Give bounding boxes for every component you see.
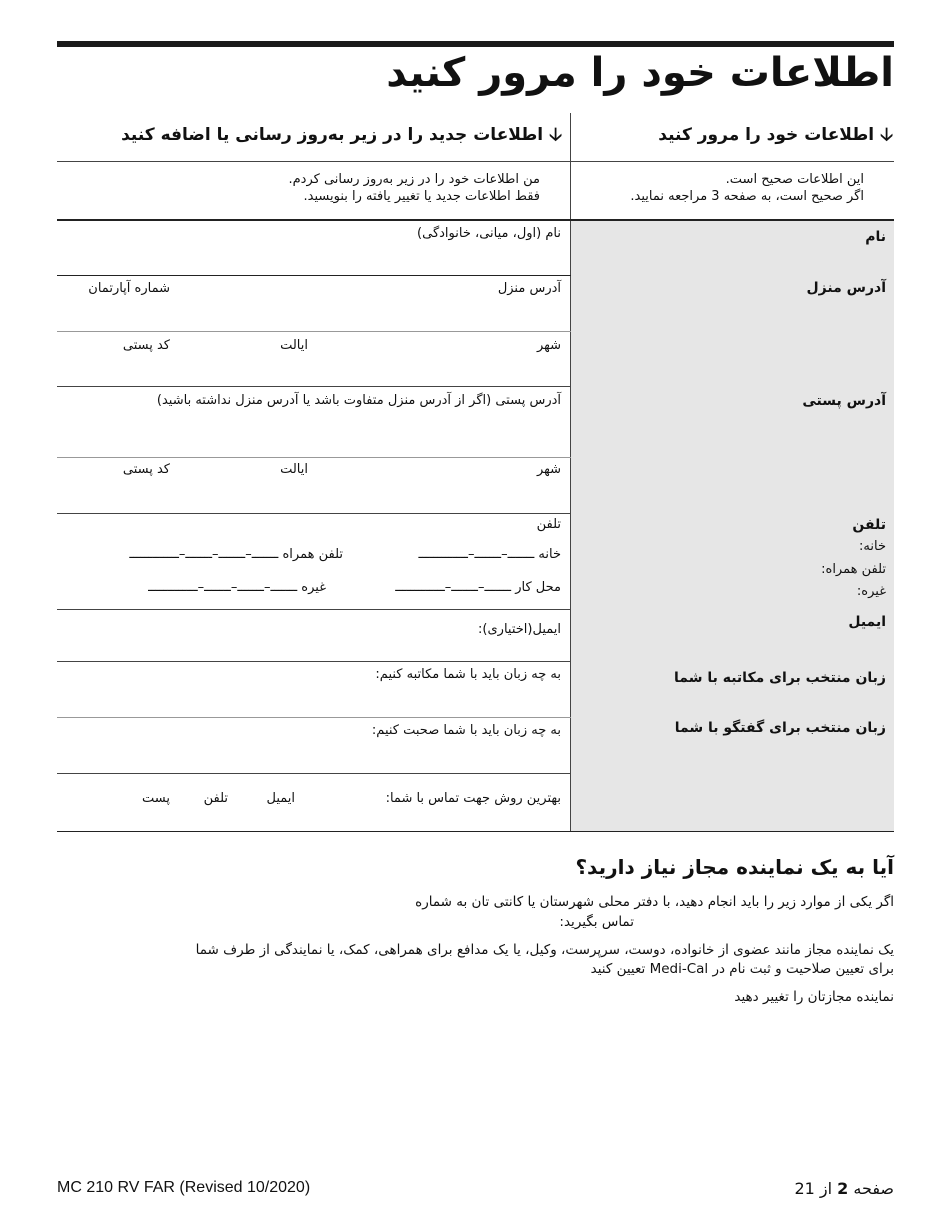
name-field[interactable]: نام (اول، میانی، خانوادگی) bbox=[417, 226, 561, 241]
intro-rule bbox=[57, 219, 894, 221]
right-intro-line2: اگر صحیح است، به صفحه 3 مراجعه نمایید. bbox=[630, 189, 864, 204]
label-spoken-language: زبان منتخب برای گفتگو با شما bbox=[674, 720, 886, 736]
right-column-header: 🡣اطلاعات خود را مرور کنید bbox=[658, 122, 893, 152]
arrow-down-icon: 🡣 bbox=[549, 124, 562, 145]
representative-intro-line2: تماس بگیرید: bbox=[559, 914, 634, 930]
written-language-field[interactable]: به چه زبان باید با شما مکاتبه کنیم: bbox=[375, 667, 561, 682]
phone-field-label: تلفن bbox=[536, 517, 561, 532]
home-address-rule bbox=[57, 331, 571, 332]
label-home-address: آدرس منزل bbox=[806, 280, 886, 296]
spoken-language-field[interactable]: به چه زبان باید با شما صحبت کنیم: bbox=[371, 723, 561, 738]
page-number: صفحه 2 از 21 bbox=[794, 1179, 894, 1198]
label-phone-home: خانه: bbox=[859, 539, 886, 554]
name-rule bbox=[57, 275, 571, 276]
current-page: 2 bbox=[837, 1179, 849, 1198]
apartment-number-field[interactable]: شماره آپارتمان bbox=[88, 281, 170, 296]
mail-city-field[interactable]: شهر bbox=[536, 462, 561, 477]
left-intro-line2: فقط اطلاعات جدید یا تغییر یافته را بنویسید. bbox=[303, 189, 540, 204]
label-written-language: زبان منتخب برای مکاتبه با شما bbox=[674, 670, 886, 686]
label-mailing-address: آدرس پستی bbox=[802, 393, 886, 409]
header-rule bbox=[57, 161, 894, 162]
city-field[interactable]: شهر bbox=[536, 338, 561, 353]
phone-mobile-field[interactable]: تلفن همراه ـــــــ–ـــــــ–ـــــــ–ـــــــــــــ bbox=[129, 547, 343, 562]
state-field[interactable]: ایالت bbox=[280, 338, 308, 353]
right-intro-line1: این اطلاعات صحیح است. bbox=[725, 172, 864, 187]
representative-intro-line1: اگر یکی از موارد زیر را باید انجام دهید، با دفتر محلی شهرستان یا کانتی تان به شماره bbox=[415, 894, 894, 910]
city-rule bbox=[57, 386, 571, 387]
mail-city-rule bbox=[57, 513, 571, 514]
mail-state-field[interactable]: ایالت bbox=[280, 462, 308, 477]
total-pages: 21 bbox=[794, 1179, 815, 1198]
contact-option-phone[interactable]: تلفن bbox=[203, 791, 228, 806]
contact-option-email[interactable]: ایمیل bbox=[266, 791, 295, 806]
label-phone: تلفن bbox=[852, 517, 886, 533]
home-address-field[interactable]: آدرس منزل bbox=[497, 281, 561, 296]
email-rule bbox=[57, 661, 571, 662]
arrow-down-icon: 🡣 bbox=[880, 124, 893, 145]
right-column-shade bbox=[571, 220, 894, 831]
label-name: نام bbox=[865, 229, 886, 245]
column-divider bbox=[570, 113, 571, 831]
spoken-language-rule bbox=[57, 773, 571, 774]
label-phone-mobile: تلفن همراه: bbox=[821, 562, 886, 577]
contact-option-mail[interactable]: پست bbox=[142, 791, 170, 806]
written-language-rule bbox=[57, 717, 571, 718]
zip-field[interactable]: کد پستی bbox=[122, 338, 170, 353]
left-column-header: 🡣اطلاعات جدید را در زیر به‌روز رسانی یا اضافه کنید bbox=[121, 122, 562, 152]
left-intro-line1: من اطلاعات خود را در زیر به‌روز رسانی کردم. bbox=[288, 172, 540, 187]
top-rule bbox=[57, 41, 894, 47]
email-field[interactable]: ایمیل(اختیاری): bbox=[478, 622, 561, 637]
representative-item1-line1: یک نماینده مجاز مانند عضوی از خانواده، دوست، سرپرست، وکیل، یا یک مدافع برای همراهی، کمک، یا نمایندگی از طرف شما bbox=[195, 942, 894, 958]
representative-title: آیا به یک نماینده مجاز نیاز دارید؟ bbox=[575, 855, 894, 879]
page-title: اطلاعات خود را مرور کنید bbox=[386, 50, 894, 96]
phone-other-field[interactable]: غیره ـــــــ–ـــــــ–ـــــــ–ـــــــــــــ bbox=[148, 580, 326, 595]
label-email: ایمیل bbox=[848, 614, 886, 630]
representative-item1-line2: برای تعیین صلاحیت و ثبت نام در Medi-Cal تعیین کنید bbox=[590, 961, 894, 977]
phone-work-field[interactable]: محل کار ـــــــ–ـــــــ–ـــــــــــــ bbox=[395, 580, 561, 595]
mail-zip-field[interactable]: کد پستی bbox=[122, 462, 170, 477]
representative-item2: نماینده مجازتان را تغییر دهید bbox=[734, 989, 894, 1005]
mailing-address-field[interactable]: آدرس پستی (اگر از آدرس منزل متفاوت باشد یا آدرس منزل نداشته باشید) bbox=[156, 393, 561, 408]
best-contact-label: بهترین روش جهت تماس با شما: bbox=[385, 791, 561, 806]
form-id: MC 210 RV FAR (Revised 10/2020) bbox=[57, 1179, 311, 1196]
phone-rule bbox=[57, 609, 571, 610]
phone-home-field[interactable]: خانه ـــــــ–ـــــــ–ـــــــــــــ bbox=[418, 547, 561, 562]
label-phone-other: غیره: bbox=[856, 584, 886, 599]
mailing-address-rule bbox=[57, 457, 571, 458]
